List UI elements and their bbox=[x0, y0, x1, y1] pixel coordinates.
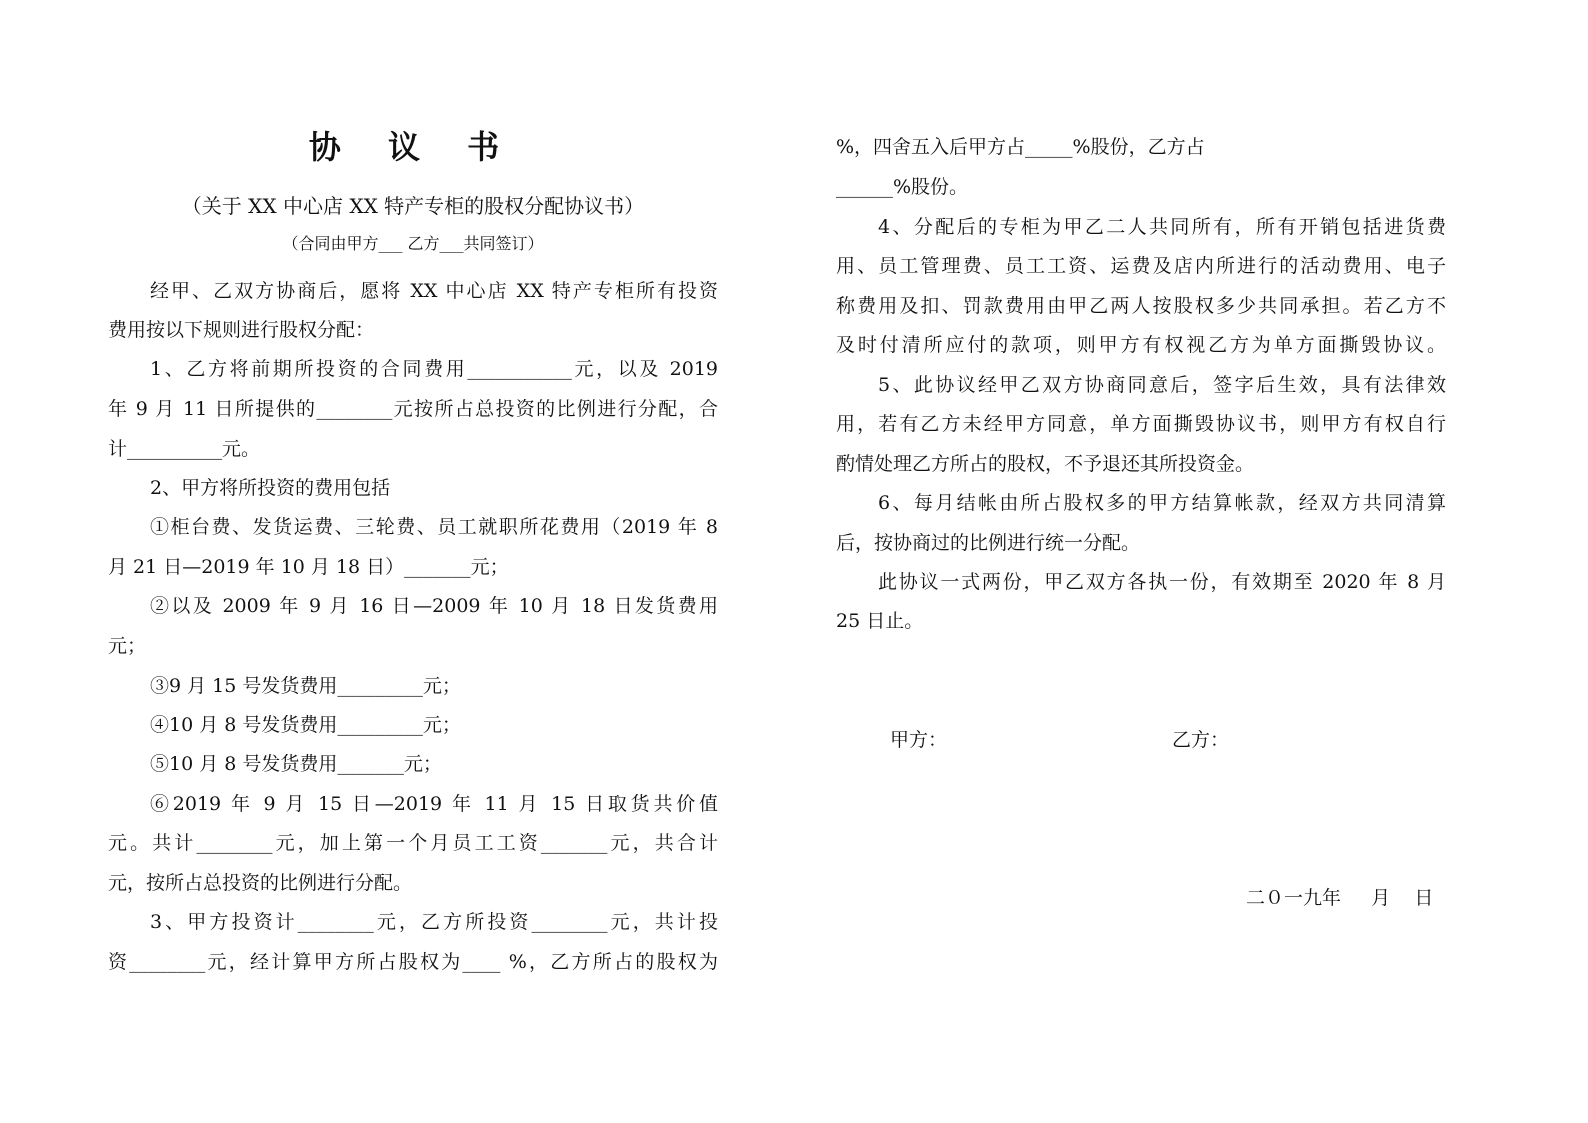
clause-1-line: 年 9 月 11 日所提供的________元按所占总投资的比例进行分配，合 bbox=[108, 398, 718, 420]
clause-1-line: 计__________元。 bbox=[108, 438, 261, 460]
signing-date: 二０一九年 月 日 bbox=[1246, 887, 1434, 909]
clause-2-line: ⑤10 月 8 号发货费用_______元； bbox=[150, 753, 442, 775]
clause-3-line: 资________元，经计算甲方所占股权为____ %，乙方所占的股权为 bbox=[108, 951, 718, 973]
clause-6-line: 6、每月结帐由所占股权多的甲方结算帐款，经双方共同清算 bbox=[878, 492, 1446, 514]
validity-line: 25 日止。 bbox=[836, 610, 924, 632]
party-b-signature-label: 乙方： bbox=[1172, 729, 1230, 751]
document-title: 协 议 书 bbox=[308, 128, 518, 166]
party-a-signature-label: 甲方： bbox=[890, 729, 948, 751]
clause-2-line: ③9 月 15 号发货费用_________元； bbox=[150, 675, 461, 697]
clause-2-line: ⑥2019 年 9 月 15 日—2019 年 11 月 15 日取货共价值 bbox=[150, 793, 718, 815]
clause-5-line: 5、此协议经甲乙双方协商同意后，签字后生效，具有法律效 bbox=[878, 374, 1446, 396]
validity-line: 此协议一式两份，甲乙双方各执一份，有效期至 2020 年 8 月 bbox=[878, 571, 1446, 593]
clause-3-line: ______%股份。 bbox=[836, 176, 969, 198]
clause-5-line: 酌情处理乙方所占的股权，不予退还其所投资金。 bbox=[836, 453, 1255, 475]
clause-2-line: 月 21 日—2019 年 10 月 18 日）_______元； bbox=[108, 556, 509, 578]
paragraph-line: 经甲、乙双方协商后，愿将 XX 中心店 XX 特产专柜所有投资 bbox=[150, 280, 718, 302]
clause-2-line: ②以及 2009 年 9 月 16 日—2009 年 10 月 18 日发货费用 bbox=[150, 595, 718, 617]
clause-4-line: 用、员工管理费、员工工资、运费及店内所进行的活动费用、电子 bbox=[836, 255, 1446, 277]
clause-2-line: 元； bbox=[108, 635, 147, 657]
clause-6-line: 后，按协商过的比例进行统一分配。 bbox=[836, 532, 1141, 554]
clause-2-line: 2、甲方将所投资的费用包括 bbox=[150, 477, 391, 499]
clause-1-line: 1、乙方将前期所投资的合同费用___________元，以及 2019 bbox=[150, 358, 718, 380]
clause-2-line: 元，按所占总投资的比例进行分配。 bbox=[108, 872, 413, 894]
clause-2-line: ①柜台费、发货运费、三轮费、员工就职所花费用（2019 年 8 bbox=[150, 516, 718, 538]
document-subtitle: （关于 XX 中心店 XX 特产专柜的股权分配协议书） bbox=[181, 194, 645, 218]
signing-parties: （合同由甲方___ 乙方___共同签订） bbox=[282, 234, 544, 253]
clause-3-line: %，四舍五入后甲方占_____%股份，乙方占 bbox=[836, 136, 1205, 158]
clause-4-line: 称费用及扣、罚款费用由甲乙两人按股权多少共同承担。若乙方不 bbox=[836, 295, 1446, 317]
clause-2-line: ④10 月 8 号发货费用_________元； bbox=[150, 714, 461, 736]
paragraph-line: 费用按以下规则进行股权分配： bbox=[108, 319, 375, 341]
clause-4-line: 4、分配后的专柜为甲乙二人共同所有，所有开销包括进货费 bbox=[878, 216, 1446, 238]
clause-4-line: 及时付清所应付的款项，则甲方有权视乙方为单方面撕毁协议。 bbox=[836, 334, 1446, 356]
clause-2-line: 元。共计________元，加上第一个月员工工资_______元，共合计 bbox=[108, 832, 718, 854]
clause-3-line: 3、甲方投资计________元，乙方所投资________元，共计投 bbox=[150, 911, 718, 933]
clause-5-line: 用，若有乙方未经甲方同意，单方面撕毁协议书，则甲方有权自行 bbox=[836, 413, 1446, 435]
